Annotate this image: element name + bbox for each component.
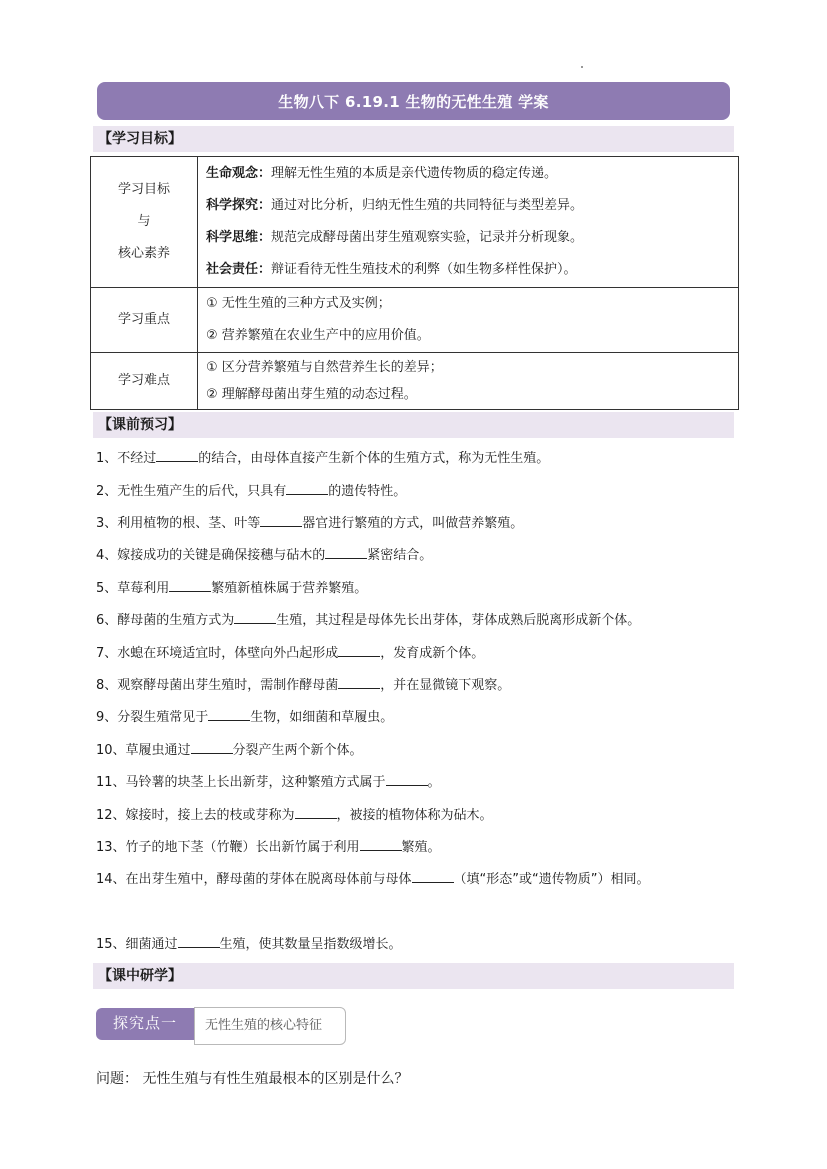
difficulty-item: ① 区分营养繁殖与自然营养生长的差异； — [206, 360, 443, 375]
label-line: 与 — [137, 214, 151, 229]
question-text: 生物，如细菌和草履虫。 — [250, 710, 394, 725]
key-point-item: ① 无性生殖的三种方式及实例； — [206, 296, 391, 311]
answer-blank[interactable] — [360, 837, 402, 851]
goal-text: 通过对比分析，归纳无性生殖的共同特征与类型差异。 — [271, 198, 584, 213]
question-text: 4、嫁接成功的关键是确保接穗与砧木的 — [96, 548, 326, 563]
question-text: 13、竹子的地下茎（竹鞭）长出新竹属于利用 — [96, 840, 360, 855]
question-text: 9、分裂生殖常见于 — [96, 710, 209, 725]
answer-blank[interactable] — [338, 675, 380, 689]
question-text: 1、不经过 — [96, 451, 157, 466]
section-header-preview: 【课前预习】 — [93, 412, 734, 438]
page-title: 生物八下 6.19.1 生物的无性生殖 学案 — [97, 82, 730, 120]
question-text: 生殖，使其数量呈指数级增长。 — [219, 937, 402, 952]
page-dot — [581, 66, 583, 68]
question-text: 6、酵母菌的生殖方式为 — [96, 613, 235, 628]
question-text: 3、利用植物的根、茎、叶等 — [96, 516, 261, 531]
goal-item — [206, 254, 730, 286]
difficulty-item: ② 理解酵母菌出芽生殖的动态过程。 — [206, 387, 417, 402]
probe-banner — [96, 1007, 346, 1047]
preview-question-11 — [96, 772, 441, 793]
question-text: ，并在显微镜下观察。 — [380, 678, 511, 693]
preview-question-14 — [96, 864, 716, 896]
goal-item — [206, 190, 730, 222]
question-text: 繁殖新植株属于营养繁殖。 — [211, 581, 368, 596]
preview-question-12 — [96, 805, 493, 826]
goal-item — [206, 222, 730, 254]
preview-question-10 — [96, 740, 363, 761]
difficulties-row — [91, 353, 739, 410]
answer-blank[interactable] — [412, 869, 454, 883]
answer-blank[interactable] — [178, 934, 220, 948]
preview-question-8 — [96, 675, 510, 696]
goal-text: 规范完成酵母菌出芽生殖观察实验，记录并分析现象。 — [271, 230, 584, 245]
section-header-study: 【课中研学】 — [93, 963, 734, 989]
difficulties-content — [198, 353, 739, 410]
answer-blank[interactable] — [325, 545, 367, 559]
probe-tag: 探究点一 — [96, 1008, 194, 1040]
answer-blank[interactable] — [386, 772, 428, 786]
section-header-goals: 【学习目标】 — [93, 126, 734, 152]
question-text: 的结合，由母体直接产生新个体的生殖方式，称为无性生殖。 — [198, 451, 550, 466]
goals-row — [91, 157, 739, 288]
answer-blank[interactable] — [295, 805, 337, 819]
label-line: 核心素养 — [117, 246, 170, 261]
question-text: ，发育成新个体。 — [380, 646, 485, 661]
label-line: 学习目标 — [117, 182, 170, 197]
question-text: 11、马铃薯的块茎上长出新芽，这种繁殖方式属于 — [96, 775, 386, 790]
answer-blank[interactable] — [191, 740, 233, 754]
key-points-label: 学习重点 — [91, 288, 198, 353]
question-text: 紧密结合。 — [367, 548, 433, 563]
goal-item — [206, 158, 730, 190]
study-question: 问题： 无性生殖与有性生殖最根本的区别是什么？ — [96, 1071, 409, 1087]
preview-question-9 — [96, 707, 393, 728]
question-text: （填“形态”或“遗传物质”）相同。 — [453, 872, 650, 887]
answer-blank[interactable] — [169, 578, 211, 592]
answer-blank[interactable] — [260, 513, 302, 527]
preview-question-13 — [96, 837, 441, 858]
preview-question-1 — [96, 448, 549, 469]
question-text: 8、观察酵母菌出芽生殖时，需制作酵母菌 — [96, 678, 339, 693]
question-text: 10、草履虫通过 — [96, 743, 191, 758]
difficulties-label: 学习难点 — [91, 353, 198, 410]
answer-blank[interactable] — [208, 707, 250, 721]
goals-row-content — [198, 157, 739, 288]
goal-key: 生命观念： — [206, 166, 272, 181]
question-text: 15、细菌通过 — [96, 937, 178, 952]
question-text: 14、在出芽生殖中，酵母菌的芽体在脱离母体前与母体 — [96, 872, 412, 887]
goal-text: 辩证看待无性生殖技术的利弊（如生物多样性保护）。 — [271, 262, 577, 277]
question-text: 5、草莓利用 — [96, 581, 170, 596]
preview-question-5 — [96, 578, 367, 599]
question-text: 2、无性生殖产生的后代，只具有 — [96, 484, 287, 499]
question-text: 的遗传特性。 — [328, 484, 407, 499]
goals-row-label — [91, 157, 198, 288]
preview-question-15 — [96, 934, 402, 955]
question-text: 分裂产生两个新个体。 — [232, 743, 363, 758]
answer-blank[interactable] — [156, 448, 198, 462]
question-text: 器官进行繁殖的方式，叫做营养繁殖。 — [302, 516, 524, 531]
goal-key: 社会责任： — [206, 262, 272, 277]
question-text: ，被接的植物体称为砧木。 — [336, 808, 493, 823]
goal-key: 科学探究： — [206, 198, 272, 213]
question-text: 12、嫁接时，接上去的枝或芽称为 — [96, 808, 295, 823]
goal-key: 科学思维： — [206, 230, 272, 245]
key-points-content — [198, 288, 739, 353]
answer-blank[interactable] — [286, 481, 328, 495]
goals-table — [90, 156, 739, 410]
preview-question-7 — [96, 643, 484, 664]
goal-text: 理解无性生殖的本质是亲代遗传物质的稳定传递。 — [271, 166, 558, 181]
preview-question-6 — [96, 610, 640, 631]
key-points-row — [91, 288, 739, 353]
preview-question-4 — [96, 545, 432, 566]
question-text: 7、水螅在环境适宜时，体壁向外凸起形成 — [96, 646, 339, 661]
key-point-item: ② 营养繁殖在农业生产中的应用价值。 — [206, 328, 430, 343]
question-text: 生殖，其过程是母体先长出芽体，芽体成熟后脱离形成新个体。 — [276, 613, 641, 628]
answer-blank[interactable] — [338, 643, 380, 657]
preview-question-2 — [96, 481, 406, 502]
question-text: 繁殖。 — [401, 840, 441, 855]
answer-blank[interactable] — [234, 610, 276, 624]
question-text: 。 — [427, 775, 441, 790]
probe-topic: 无性生殖的核心特征 — [194, 1007, 346, 1045]
preview-question-3 — [96, 513, 523, 534]
